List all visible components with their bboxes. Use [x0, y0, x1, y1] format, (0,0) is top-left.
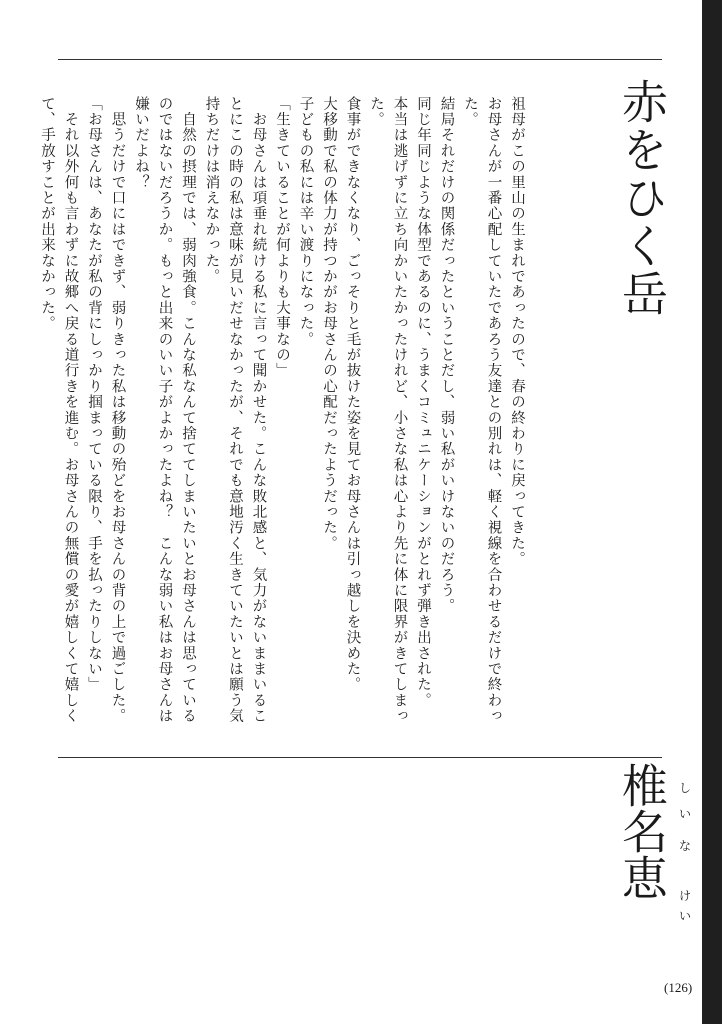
paragraph: お母さんは項垂れ続ける私に言って聞かせた。こんな敗北感と、気力がないままいることにこの時の私は意味が見いだせなかったが、それでも意地汚く生きていたいとは願う気持ちだけは消えなかった。: [203, 96, 267, 724]
page-title: 赤をひく岳: [615, 78, 669, 318]
author-ruby: い: [678, 909, 691, 923]
author-name: 椎名恵: [615, 762, 669, 900]
author-ruby: な: [678, 839, 691, 853]
paragraph: 大移動で私の体力が持つかがお母さんの心配だったようだった。: [321, 96, 337, 552]
paragraph: 食事ができなくなり、ごっそりと毛が抜けた姿を見てお母さんは引っ越しを決めた。: [344, 96, 361, 693]
paragraph: 思うだけで口にはできず、弱りきった私は移動の殆どをお母さんの背の上で過ごした。: [109, 96, 126, 724]
paragraph: それ以外何も言わずに故郷へ戻る道行きを進む。お母さんの無償の愛が嬉しくて嬉しくて、手放すことが出来なかった。: [39, 96, 79, 724]
paragraph: 「生きていることが何よりも大事なの」: [274, 96, 290, 379]
author-ruby: い: [678, 807, 691, 821]
top-rule: [58, 59, 662, 60]
author-ruby: し: [678, 781, 691, 795]
paragraph: 子どもの私には辛い渡りになった。: [297, 96, 314, 348]
right-edge-bar: [702, 0, 722, 1024]
middle-rule: [58, 757, 662, 758]
paragraph: 本当は逃げずに立ち向かいたかったけれど、小さな私は心より先に体に限界がきてしまった。: [368, 96, 408, 724]
body-text: [39, 96, 528, 736]
paragraph: 結局それだけの関係だったということだし、弱い私がいけないのだろう。: [438, 96, 455, 615]
paragraph: お母さんが一番心配していたであろう友達との別れは、軽く視線を合わせるだけで終わった。: [462, 96, 502, 724]
paragraph: 「お母さんは、あなたが私の背にしっかり掴まっている限り、手を払ったりしない」: [86, 96, 102, 693]
paragraph: 祖母がこの里山の生まれであったので、春の終わりに戻ってきた。: [509, 96, 525, 567]
author-ruby: け: [678, 889, 691, 903]
paragraph: 自然の摂理では、弱肉強食。こんな私なんて捨ててしまいたいとお母さんは思っているのではないだろうか。もっと出来のいい子がよかったよね？ こんな弱い私はお母さんは嫌いだよね？: [133, 96, 196, 724]
paragraph: 同じ年同じような体型であるのに、うまくコミュニケーションがとれず弾き出された。: [415, 96, 431, 709]
page-number: (126): [664, 980, 693, 995]
